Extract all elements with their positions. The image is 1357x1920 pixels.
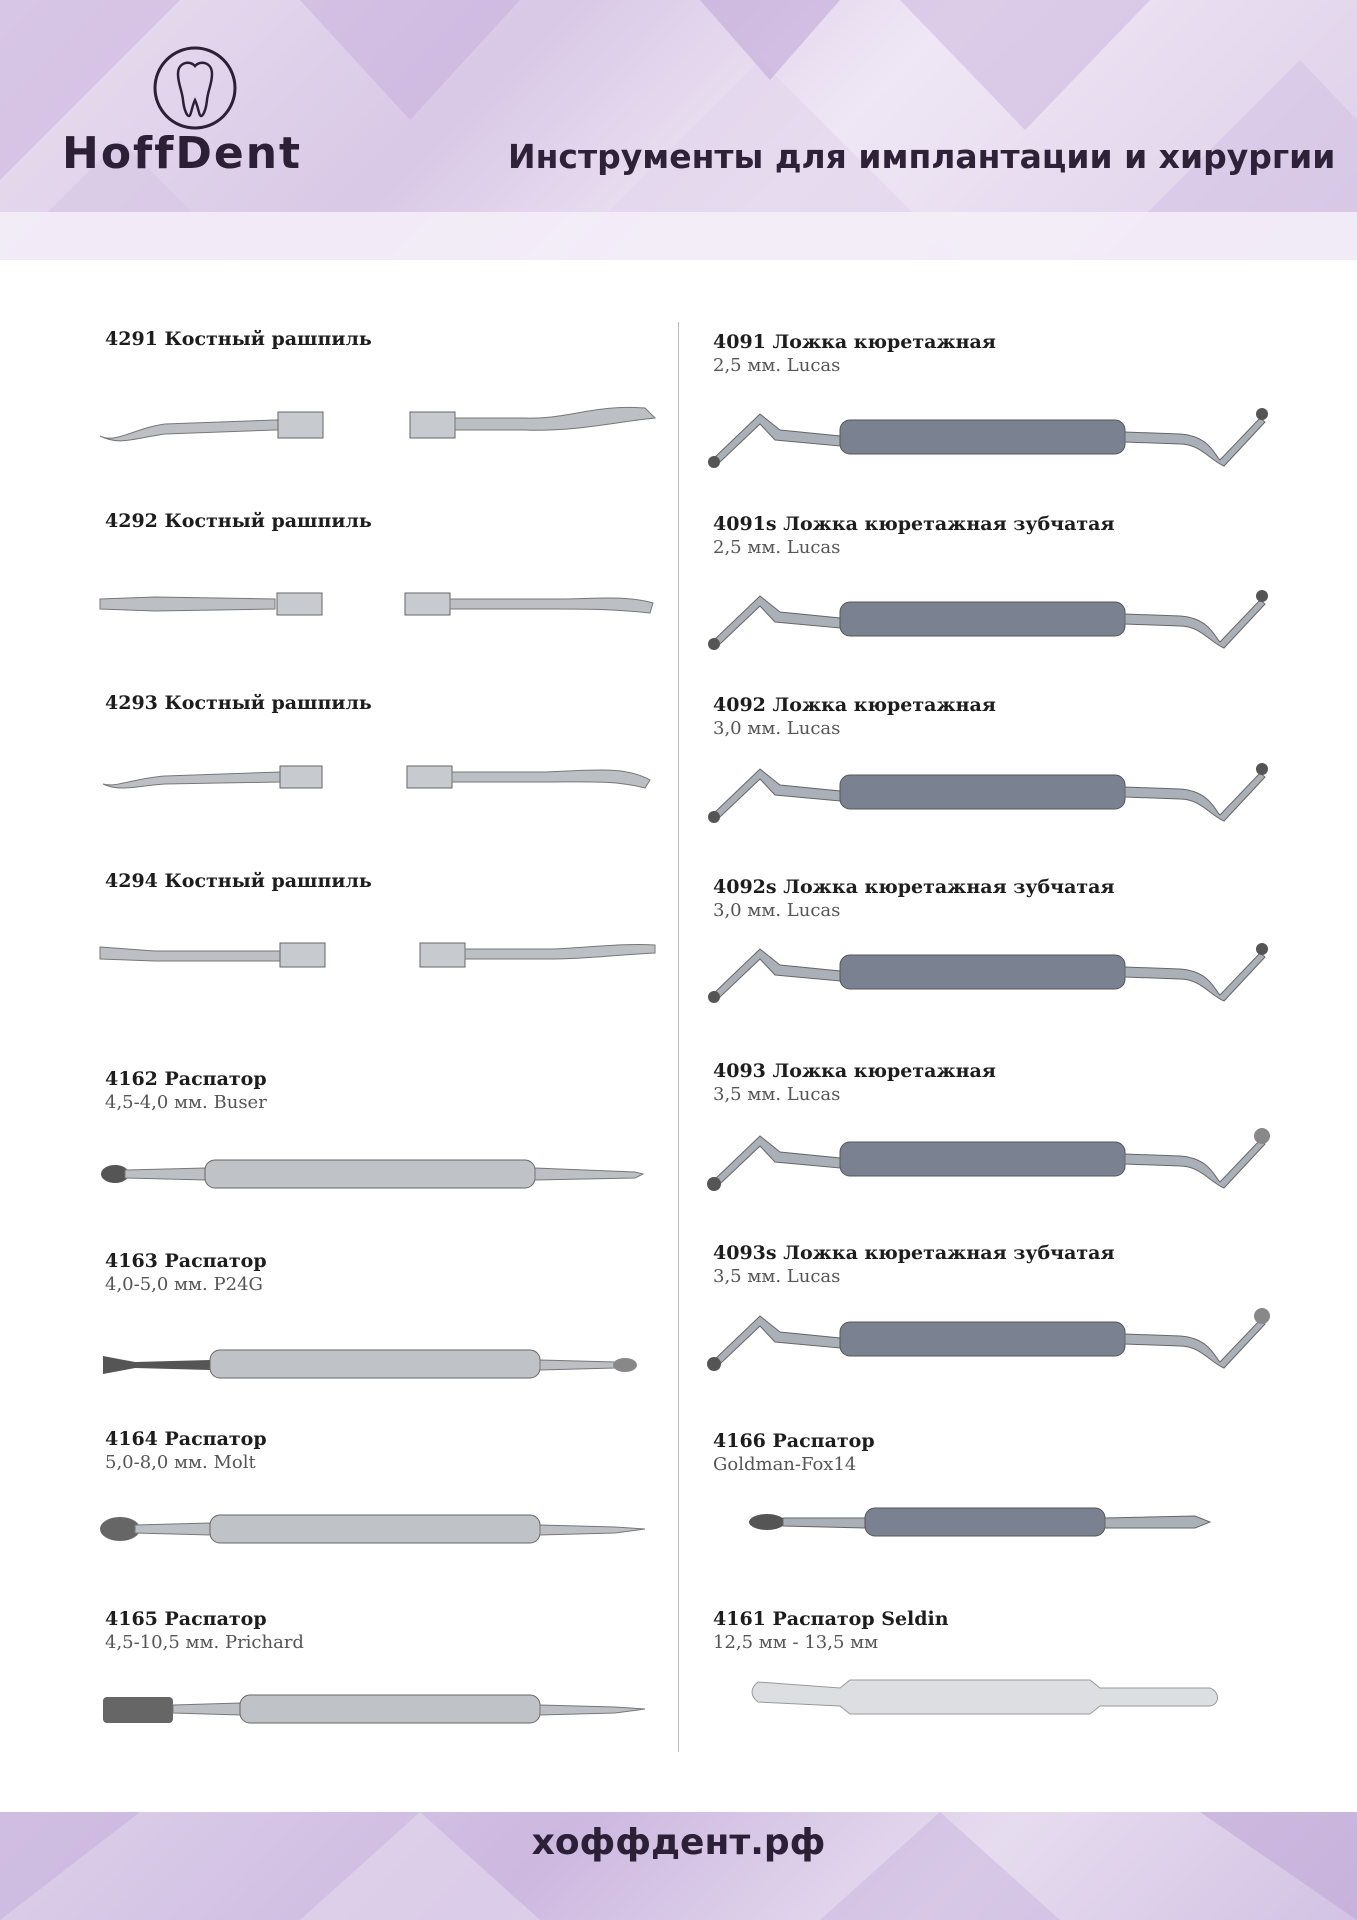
column-divider [678,322,679,1752]
product-4091 [713,331,996,376]
product-subtitle: 3,0 мм. Lucas [713,900,841,921]
raspatory-4162-image [95,1150,665,1195]
product-subtitle: 3,5 мм. Lucas [713,1266,841,1287]
product-title: 4161 Распатор Seldin [713,1608,949,1630]
product-subtitle: 4,0-5,0 мм. P24G [105,1274,263,1295]
curette-4093s-image [700,1300,1280,1375]
product-title: 4162 Распатор [105,1068,267,1090]
product-4093s [713,1242,1115,1287]
curette-4092s-image [700,935,1280,1005]
product-subtitle: 2,5 мм. Lucas [713,355,841,376]
product-4291 [105,328,372,350]
bone-rasp-4294-image [95,935,665,975]
product-title: 4294 Костный рашпиль [105,870,372,892]
product-4161 [713,1608,949,1653]
page-title: Инструменты для имплантации и хирургии [508,137,1336,176]
product-subtitle: 5,0-8,0 мм. Molt [105,1452,256,1473]
product-title: 4092 Ложка кюретажная [713,694,996,716]
product-4093 [713,1060,996,1105]
product-subtitle: Goldman-Fox14 [713,1454,857,1475]
product-4163 [105,1250,267,1295]
product-title: 4292 Костный рашпиль [105,510,372,532]
product-title: 4164 Распатор [105,1428,267,1450]
product-4166 [713,1430,875,1475]
product-4164 [105,1428,267,1473]
raspatory-4164-image [95,1505,665,1555]
product-subtitle: 4,5-10,5 мм. Prichard [105,1632,304,1653]
product-title: 4166 Распатор [713,1430,875,1452]
product-title: 4293 Костный рашпиль [105,692,372,714]
product-4092 [713,694,996,739]
bone-rasp-4293-image [95,758,665,798]
product-title: 4093 Ложка кюретажная [713,1060,996,1082]
bone-rasp-4291-image [95,398,665,453]
product-subtitle: 12,5 мм - 13,5 мм [713,1632,879,1653]
product-title: 4291 Костный рашпиль [105,328,372,350]
product-subtitle: 3,0 мм. Lucas [713,718,841,739]
raspatory-4163-image [95,1340,665,1385]
product-4293 [105,692,372,714]
product-subtitle: 3,5 мм. Lucas [713,1084,841,1105]
product-title: 4091 Ложка кюретажная [713,331,996,353]
product-4292 [105,510,372,532]
product-4091s [713,513,1115,558]
raspatory-4165-image [95,1685,665,1735]
product-title: 4093s Ложка кюретажная зубчатая [713,1242,1115,1264]
product-title: 4092s Ложка кюретажная зубчатая [713,876,1115,898]
product-4092s [713,876,1115,921]
product-subtitle: 4,5-4,0 мм. Buser [105,1092,267,1113]
curette-4091-image [700,400,1280,470]
brand-name: HoffDent [62,128,303,179]
page-header [0,0,1357,260]
bone-rasp-4292-image [95,585,665,625]
curette-4092-image [700,755,1280,825]
product-4162 [105,1068,267,1113]
product-4294 [105,870,372,892]
website-link[interactable]: хоффдент.рф [531,1822,826,1863]
raspatory-4161-image [750,1672,1230,1722]
curette-4091s-image [700,582,1280,652]
product-4165 [105,1608,304,1653]
product-title: 4091s Ложка кюретажная зубчатая [713,513,1115,535]
product-title: 4163 Распатор [105,1250,267,1272]
product-title: 4165 Распатор [105,1608,267,1630]
product-subtitle: 2,5 мм. Lucas [713,537,841,558]
raspatory-4166-image [745,1502,1225,1542]
curette-4093-image [700,1120,1280,1195]
